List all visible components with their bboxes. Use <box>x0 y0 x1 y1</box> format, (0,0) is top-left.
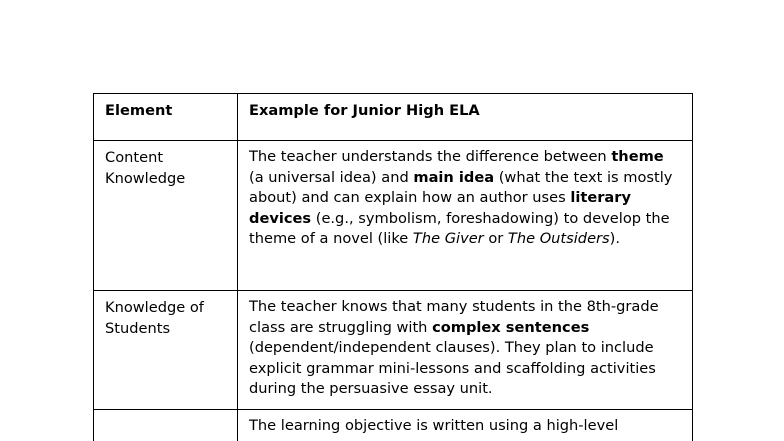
text-run: The learning objective is written using a high-level <box>249 417 619 434</box>
bold-term: main idea <box>413 168 495 186</box>
row-label-line2: Students <box>105 319 171 337</box>
bold-term: literary devices <box>249 189 631 227</box>
row-label <box>94 141 238 291</box>
row-label-line1: Content <box>105 149 164 166</box>
row-label <box>94 410 238 441</box>
table-row <box>94 141 693 291</box>
row-label-line2: Knowledge <box>105 169 186 187</box>
text-run: ). <box>609 230 620 248</box>
table-header-row <box>94 94 693 141</box>
header-example: Example for Junior High ELA <box>238 94 693 141</box>
elements-table <box>93 93 693 441</box>
text-run: or <box>483 230 508 248</box>
bold-term: complex sentences <box>432 318 590 336</box>
text-run: (what the text is mostly about) and can explain how an author uses <box>249 168 673 207</box>
row-description <box>238 410 693 441</box>
header-element: Element <box>94 94 238 141</box>
text-run: (dependent/independent clauses). They plan to include explicit grammar mini-lessons and scaffolding activities during the persuasive essay unit. <box>249 339 656 398</box>
text-run: (e.g., symbolism, foreshadowing) to develop the theme of a novel (like <box>249 209 670 248</box>
table-row <box>94 410 693 441</box>
italic-title: The Giver <box>412 230 484 248</box>
text-run: The teacher understands the difference between <box>249 148 612 165</box>
text-run: The teacher knows that many students in the 8th-grade class are struggling with <box>249 298 659 336</box>
bold-term: theme <box>611 148 664 165</box>
row-description <box>238 141 693 291</box>
text-run: (a universal idea) and <box>249 168 414 186</box>
row-label-line1: Knowledge of <box>105 299 204 316</box>
italic-title: The Outsiders <box>507 230 610 248</box>
table-row <box>94 291 693 410</box>
row-description <box>238 291 693 410</box>
row-label <box>94 291 238 410</box>
